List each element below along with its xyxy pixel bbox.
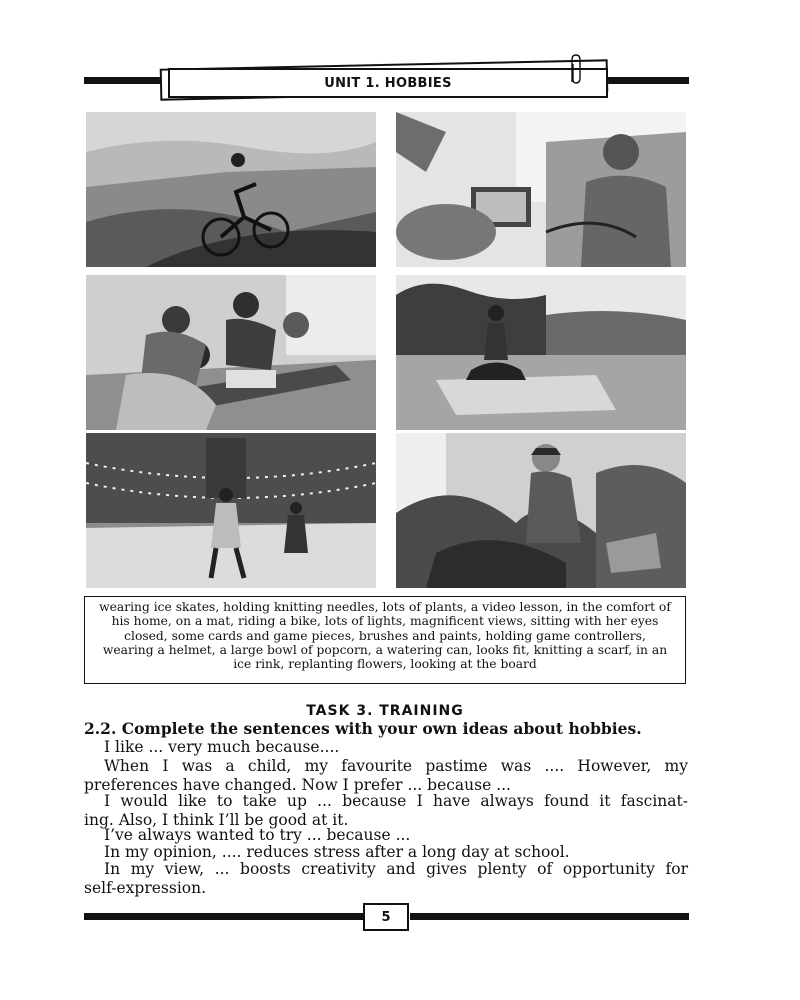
sentence-3 xyxy=(84,792,688,830)
sentence-3-line-2: ing. Also, I think I’ll be good at it. xyxy=(84,811,349,829)
task-instruction: 2.2. Complete the sentences with your own ideas about hobbies. xyxy=(84,719,642,738)
sentence-1: I like ... very much because.... xyxy=(104,738,340,756)
word-box: wearing ice skates, holding knitting needles, lots of plants, a video lesson, in the comfort of his home, on a mat, riding a bike, lots of lights, magnificent views, sitting with her eyes closed, some cards and game pieces, brushes and paints, holding game controllers, wearing a helmet, a large bowl of popcorn, a watering can, looks fit, knitting a scarf, in an ice rink, replanting flowers, looking at the board xyxy=(84,596,686,684)
sentence-2-line-1: When I was a child, my favourite pastime was .... However, my xyxy=(104,757,688,775)
photo-knitting xyxy=(396,112,686,267)
header-rule-right xyxy=(605,77,689,84)
page-number: 5 xyxy=(363,903,409,931)
header-banner xyxy=(160,64,610,98)
paperclip-icon xyxy=(566,52,584,86)
sentence-2-line-2: preferences have changed. Now I prefer ... because ... xyxy=(84,776,511,794)
footer-rule-left xyxy=(84,913,364,920)
sentence-4: I’ve always wanted to try ... because ... xyxy=(104,826,411,844)
task-heading: TASK 3. TRAINING xyxy=(306,703,464,719)
photo-yoga xyxy=(396,275,686,430)
header-banner-front xyxy=(168,68,608,98)
sentence-6-line-1: In my view, ... boosts creativity and gives plenty of opportunity for xyxy=(104,860,688,878)
unit-title: UNIT 1. HOBBIES xyxy=(324,75,452,91)
sentence-2 xyxy=(84,757,688,795)
sentence-6-line-2: self-expression. xyxy=(84,879,207,897)
sentence-3-line-1: I would like to take up ... because I have always found it fascinat- xyxy=(104,792,688,810)
footer-rule-right xyxy=(410,913,689,920)
photo-cycling xyxy=(86,112,376,267)
photo-gardening xyxy=(396,433,686,588)
photo-board-game xyxy=(86,275,376,430)
photo-ice-skating xyxy=(86,433,376,588)
sentence-5: In my opinion, .... reduces stress after a long day at school. xyxy=(104,843,570,861)
sentence-6 xyxy=(84,860,688,898)
